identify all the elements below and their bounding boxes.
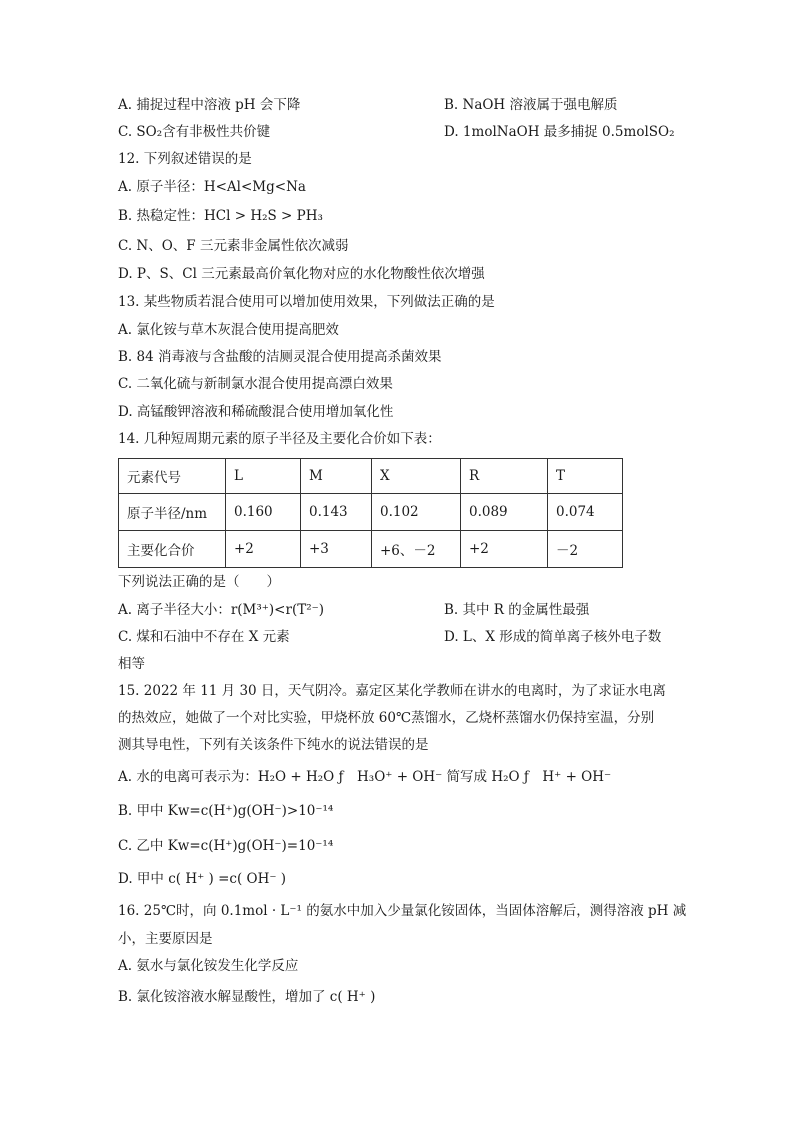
q15-stem-line3: 测其导电性，下列有关该条件下纯水的说法错误的是 [118, 737, 429, 753]
table-cell: M [301, 459, 372, 494]
table-cell: 0.143 [301, 494, 372, 531]
q11-option-d: D. 1molNaOH 最多捕捉 0.5molSO₂ [444, 124, 675, 140]
q13-option-c: C. 二氧化硫与新制氯水混合使用提高漂白效果 [118, 376, 393, 392]
table-cell: 0.074 [548, 494, 623, 531]
table-cell: L [226, 459, 301, 494]
q14-question: 下列说法正确的是（ ） [118, 574, 280, 590]
q15-option-a: A. 水的电离可表示为：H₂O + H₂O ƒ H₃O⁺ + OH⁻ 简写成 H₂O ƒ H⁺ + OH⁻ [118, 769, 612, 785]
table-row [119, 494, 623, 531]
table-cell: 0.089 [461, 494, 548, 531]
q16-stem-line1: 16. 25℃时，向 0.1mol · L⁻¹ 的氨水中加入少量氯化铵固体，当固体溶解后，测得溶液 pH 减 [118, 903, 687, 919]
table-cell: 0.102 [372, 494, 461, 531]
q12-stem: 12. 下列叙述错误的是 [118, 151, 252, 167]
q16-option-a: A. 氨水与氯化铵发生化学反应 [118, 958, 299, 974]
table-cell: R [461, 459, 548, 494]
q14-option-b: B. 其中 R 的金属性最强 [444, 602, 590, 618]
q16-option-b: B. 氯化铵溶液水解显酸性，增加了 c( H⁺ ) [118, 989, 376, 1005]
table-cell: +2 [226, 531, 301, 568]
q14-option-c: C. 煤和石油中不存在 X 元素 [118, 629, 290, 645]
table-cell: +6、－2 [372, 531, 461, 568]
q16-stem-line2: 小，主要原因是 [118, 931, 213, 947]
q15-option-b: B. 甲中 Kw=c(H⁺)g(OH⁻)>10⁻¹⁴ [118, 803, 334, 819]
table-cell: －2 [548, 531, 623, 568]
q12-option-a: A. 原子半径：H<Al<Mg<Na [118, 179, 306, 195]
element-table [118, 458, 623, 568]
q11-option-a: A. 捕捉过程中溶液 pH 会下降 [118, 97, 301, 113]
q13-stem: 13. 某些物质若混合使用可以增加使用效果，下列做法正确的是 [118, 294, 495, 310]
table-cell: 0.160 [226, 494, 301, 531]
q14-option-d: D. L、X 形成的简单离子核外电子数 [444, 629, 662, 645]
q15-option-c: C. 乙中 Kw=c(H⁺)g(OH⁻)=10⁻¹⁴ [118, 838, 334, 854]
q11-option-b: B. NaOH 溶液属于强电解质 [444, 97, 618, 113]
q13-option-d: D. 高锰酸钾溶液和稀硫酸混合使用增加氧化性 [118, 404, 394, 420]
q14-stem: 14. 几种短周期元素的原子半径及主要化合价如下表： [118, 431, 441, 447]
table-cell: 原子半径/nm [119, 494, 226, 531]
table-cell: +3 [301, 531, 372, 568]
table-cell: T [548, 459, 623, 494]
table-cell: X [372, 459, 461, 494]
table-cell: 主要化合价 [119, 531, 226, 568]
q13-option-b: B. 84 消毒液与含盐酸的洁厕灵混合使用提高杀菌效果 [118, 349, 442, 365]
table-cell: 元素代号 [119, 459, 226, 494]
table-header-row [119, 459, 623, 494]
q15-stem-line2: 的热效应，她做了一个对比实验，甲烧杯放 60℃蒸馏水，乙烧杯蒸馏水仍保持室温，分别 [118, 710, 655, 726]
q15-option-d: D. 甲中 c( H⁺ ) =c( OH⁻ ) [118, 871, 287, 887]
q11-option-c: C. SO₂含有非极性共价键 [118, 124, 271, 140]
table-cell: +2 [461, 531, 548, 568]
q13-option-a: A. 氯化铵与草木灰混合使用提高肥效 [118, 322, 339, 338]
table-row [119, 531, 623, 568]
q14-option-d-cont: 相等 [118, 656, 145, 672]
q12-option-b: B. 热稳定性：HCl > H₂S > PH₃ [118, 208, 323, 224]
q14-option-a: A. 离子半径大小：r(M³⁺)<r(T²⁻) [118, 602, 325, 618]
q12-option-c: C. N、O、F 三元素非金属性依次减弱 [118, 238, 349, 254]
q12-option-d: D. P、S、Cl 三元素最高价氧化物对应的水化物酸性依次增强 [118, 266, 485, 282]
q15-stem-line1: 15. 2022 年 11 月 30 日，天气阴冷。嘉定区某化学教师在讲水的电离时，为了求证水电离 [118, 683, 666, 699]
